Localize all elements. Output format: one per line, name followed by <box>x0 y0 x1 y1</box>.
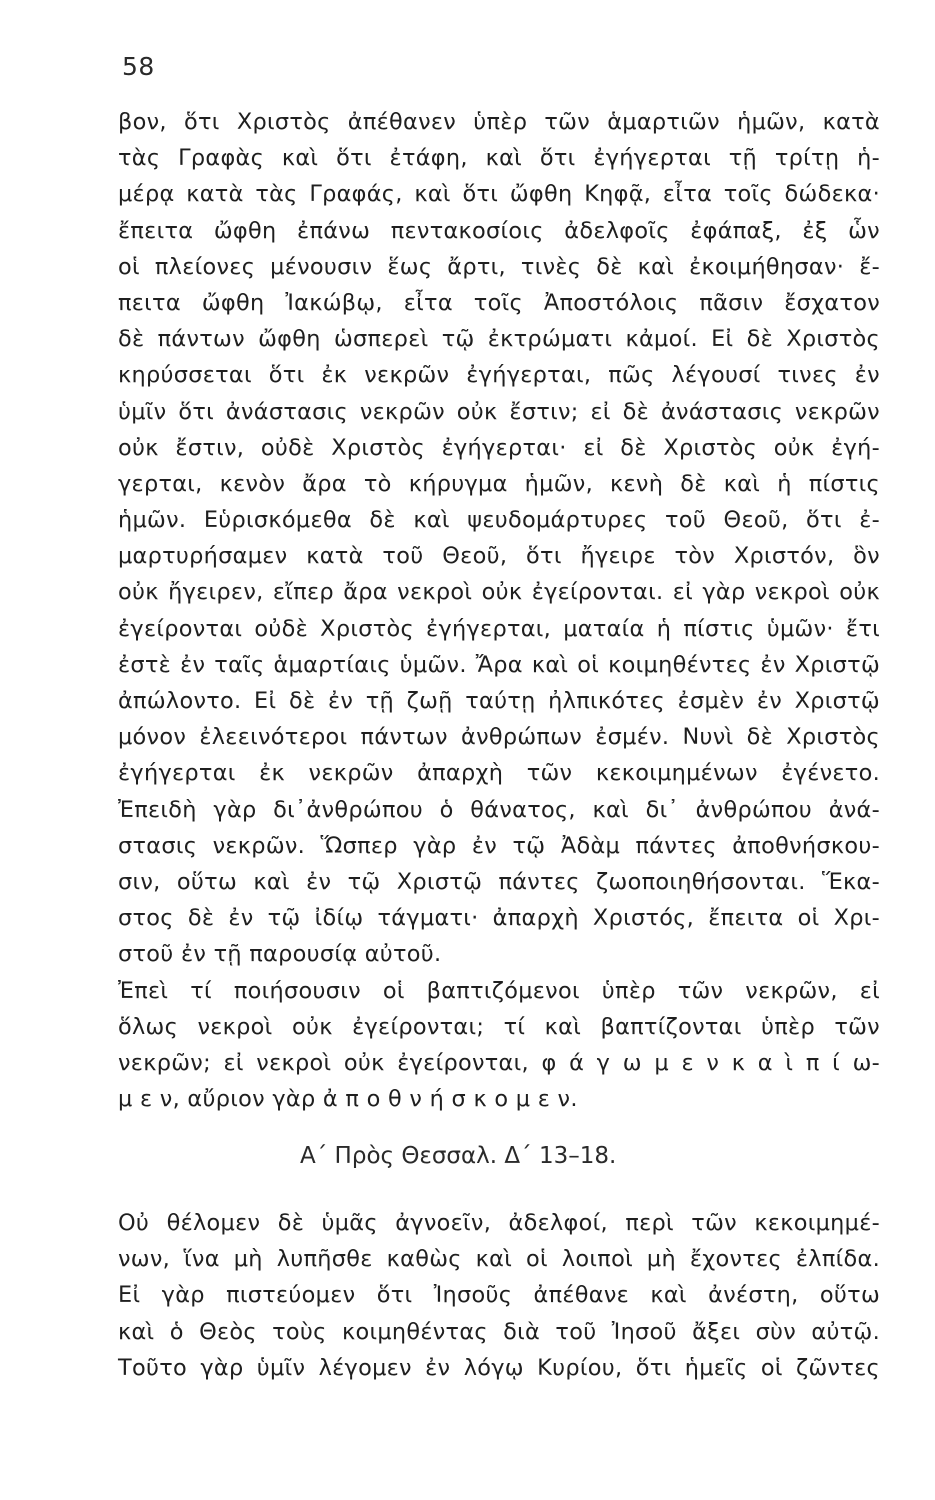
text-line: μέρᾳ κατὰ τὰς Γραφάς, καὶ ὅτι ὤφθη Κηφᾷ, εἶτα τοῖς δώδεκα· <box>118 181 880 208</box>
second-text-block <box>118 1205 880 1386</box>
text-line: ἔπειτα ὤφθη ἐπάνω πεντακοσίοις ἀδελφοῖς ἐφάπαξ, ἐξ ὧν <box>118 217 880 244</box>
text-line: κηρύσσεται ὅτι ἐκ νεκρῶν ἐγήγερται, πῶς λέγουσί τινες ἐν <box>118 362 880 389</box>
text-line: στος δὲ ἐν τῷ ἰδίῳ τάγματι· ἀπαρχὴ Χριστός, ἔπειτα οἱ Χρι- <box>118 905 880 932</box>
text-line: στοῦ ἐν τῇ παρουσίᾳ αὐτοῦ. <box>118 941 442 968</box>
main-text-block <box>118 104 880 1117</box>
text-line: μόνον ἐλεεινότεροι πάντων ἀνθρώπων ἐσμέν. Νυνὶ δὲ Χριστὸς <box>118 724 880 751</box>
section-heading: Α΄ Πρὸς Θεσσαλ. Δ΄ 13–18. <box>300 1143 617 1169</box>
text-line: γερται, κενὸν ἄρα τὸ κήρυγμα ἡμῶν, κενὴ δὲ καὶ ἡ πίστις <box>118 470 880 497</box>
text-line: βον, ὅτι Χριστὸς ἀπέθανεν ὑπὲρ τῶν ἁμαρτιῶν ἡμῶν, κατὰ <box>118 109 880 135</box>
text-line: Ἐπειδὴ γὰρ δι᾽ἀνθρώπου ὁ θάνατος, καὶ δι᾽ ἀνθρώπου ἀνά- <box>118 796 880 823</box>
text-line: οἱ πλείονες μένουσιν ἕως ἄρτι, τινὲς δὲ καὶ ἐκοιμήθησαν· ἔ- <box>118 253 880 280</box>
text-line: τὰς Γραφὰς καὶ ὅτι ἐτάφη, καὶ ὅτι ἐγήγερται τῇ τρίτῃ ἡ- <box>118 145 880 172</box>
text-line: πειτα ὤφθη Ἰακώβῳ, εἶτα τοῖς Ἀποστόλοις πᾶσιν ἔσχατον <box>118 289 880 316</box>
text-line: μαρτυρήσαμεν κατὰ τοῦ Θεοῦ, ὅτι ἤγειρε τὸν Χριστόν, ὃν <box>118 543 880 570</box>
text-line: ἡμῶν. Εὑρισκόμεθα δὲ καὶ ψευδομάρτυρες τοῦ Θεοῦ, ὅτι ἐ- <box>118 507 880 534</box>
text-line: Ἐπεὶ τί ποιήσουσιν οἱ βαπτιζόμενοι ὑπὲρ τῶν νεκρῶν, εἰ <box>118 977 880 1004</box>
text-line: Τοῦτο γὰρ ὑμῖν λέγομεν ἐν λόγῳ Κυρίου, ὅτι ἡμεῖς οἱ ζῶντες <box>118 1354 880 1381</box>
text-line: οὐκ ἔστιν, οὐδὲ Χριστὸς ἐγήγερται· εἰ δὲ Χριστὸς οὐκ ἐγή- <box>118 434 880 461</box>
text-line: Οὐ θέλομεν δὲ ὑμᾶς ἀγνοεῖν, ἀδελφοί, περὶ τῶν κεκοιμημέ- <box>118 1210 880 1236</box>
text-line: σιν, οὕτω καὶ ἐν τῷ Χριστῷ πάντες ζωοποιηθήσονται. Ἕκα- <box>118 868 880 895</box>
text-line: μ ε ν, αὔριον γὰρ ἀ π ο θ ν ή σ κ ο μ ε ν. <box>118 1086 578 1113</box>
text-line: στασις νεκρῶν. Ὥσπερ γὰρ ἐν τῷ Ἀδὰμ πάντες ἀποθνήσκου- <box>118 832 880 859</box>
text-line: νων, ἵνα μὴ λυπῆσθε καθὼς καὶ οἱ λοιποὶ μὴ ἔχοντες ἐλπίδα. <box>118 1246 880 1273</box>
text-line: ἀπώλοντο. Εἰ δὲ ἐν τῇ ζωῇ ταύτῃ ἠλπικότες ἐσμὲν ἐν Χριστῷ <box>118 688 880 714</box>
text-line: ἐστὲ ἐν ταῖς ἁμαρτίαις ὑμῶν. Ἄρα καὶ οἱ κοιμηθέντες ἐν Χριστῷ <box>118 651 880 678</box>
text-line: καὶ ὁ Θεὸς τοὺς κοιμηθέντας διὰ τοῦ Ἰησοῦ ἄξει σὺν αὐτῷ. <box>118 1318 880 1345</box>
text-line: δὲ πάντων ὤφθη ὡσπερεὶ τῷ ἐκτρώματι κἀμοί. Εἰ δὲ Χριστὸς <box>118 326 880 353</box>
text-line: Εἰ γὰρ πιστεύομεν ὅτι Ἰησοῦς ἀπέθανε καὶ ἀνέστη, οὕτω <box>118 1282 880 1309</box>
page-number: 58 <box>122 52 155 81</box>
text-line: οὐκ ἤγειρεν, εἴπερ ἄρα νεκροὶ οὐκ ἐγείρονται. εἰ γὰρ νεκροὶ οὐκ <box>118 579 880 606</box>
text-line: ὑμῖν ὅτι ἀνάστασις νεκρῶν οὐκ ἔστιν; εἰ δὲ ἀνάστασις νεκρῶν <box>118 398 880 425</box>
text-line: ὅλως νεκροὶ οὐκ ἐγείρονται; τί καὶ βαπτίζονται ὑπὲρ τῶν <box>118 1013 880 1040</box>
text-line: νεκρῶν; εἰ νεκροὶ οὐκ ἐγείρονται, φ ά γ ω μ ε ν κ α ὶ π ί ω- <box>118 1049 880 1076</box>
text-line: ἐγήγερται ἐκ νεκρῶν ἀπαρχὴ τῶν κεκοιμημένων ἐγένετο. <box>118 760 880 787</box>
text-line: ἐγείρονται οὐδὲ Χριστὸς ἐγήγερται, ματαία ἡ πίστις ὑμῶν· ἔτι <box>118 615 880 642</box>
